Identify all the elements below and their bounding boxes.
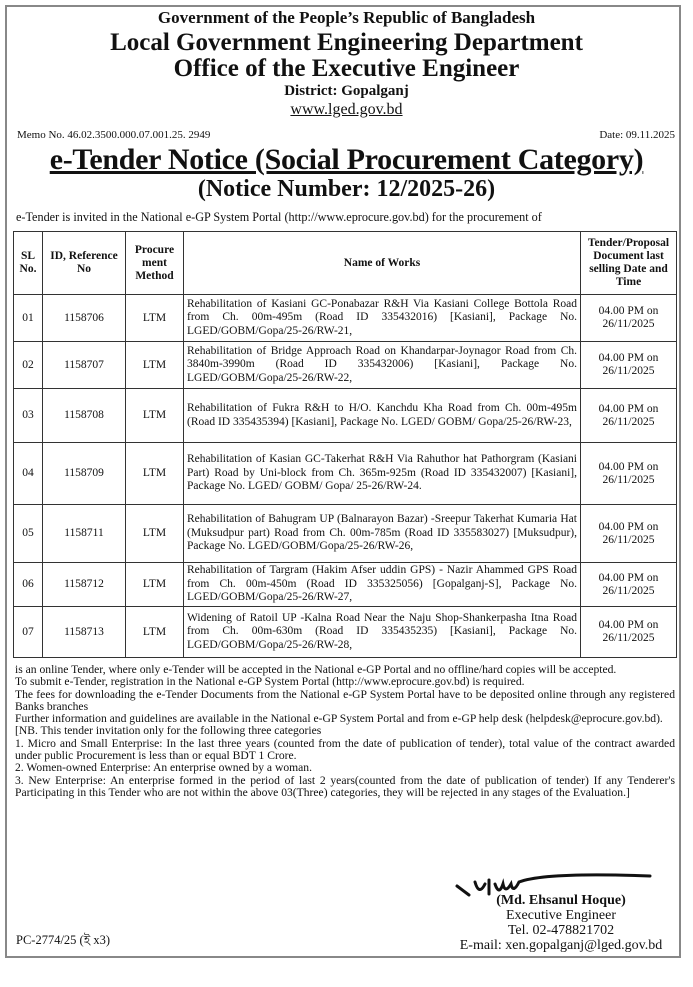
cell-work: Widening of Ratoil UP -Kalna Road Near the Naju Shop-Shankerpasha Itna Road from Ch. 00m-630m (Road ID 335435235) [Kasiani], Package No. LGED/GOBM/Gopa/25-26/RW-28, (184, 607, 581, 658)
signatory-block (441, 893, 681, 953)
cell-method: LTM (126, 389, 184, 443)
signatory-name: (Md. Ehsanul Hoque) (496, 893, 626, 908)
body-paragraph: To submit e-Tender, registration in the National e-GP System Portal (http://www.eprocure.gov.bd) is required. (15, 675, 525, 689)
cell-method: LTM (126, 342, 184, 389)
government-heading: Government of the People’s Republic of Bangladesh (157, 8, 536, 27)
col-works: Name of Works (184, 232, 581, 295)
cell-sl: 07 (14, 607, 43, 658)
body-paragraph: [NB. This tender invitation only for the following three categories (15, 724, 322, 738)
body-paragraph: 2. Women-owned Enterprise: An enterprise owned by a woman. (15, 761, 312, 775)
office-heading: Office of the Executive Engineer (173, 55, 520, 82)
cell-method: LTM (126, 505, 184, 563)
cell-work: Rehabilitation of Kasian GC-Takerhat R&H Via Rahuthor hat Pathorgram (Kasiani Part) Road by Uni-block from Ch. 365m-925m (Road ID 335432007) [Kasiani], Package No. LGED/ GOBM/ Gopa/ 25-26/RW-24. (184, 443, 581, 505)
cell-work: Rehabilitation of Targram (Hakim Afser uddin GPS) - Nazir Ahammed GPS Road from Ch. 00m-450m (Road ID 335325056) [Gopalganj-S], Package No. LGED/GOBM/Gopa/25-26/RW-27, (184, 563, 581, 607)
website-link[interactable]: www.lged.gov.bd (290, 101, 403, 118)
cell-sl: 04 (14, 443, 43, 505)
table-row (14, 563, 677, 607)
col-sl: SL No. (14, 232, 43, 295)
intro-text: e-Tender is invited in the National e-GP System Portal (http://www.eprocure.gov.bd) for the procurement of (16, 210, 542, 224)
cell-sl: 02 (14, 342, 43, 389)
table-row (14, 389, 677, 443)
cell-method: LTM (126, 563, 184, 607)
cell-work: Rehabilitation of Bahugram UP (Balnarayon Bazar) -Sreepur Takerhat Kumaria Hat (Muksudpur part) Road from Ch. 00m-785m (Road ID 335583027) [Muksudpur), Package No. LGED/GOBM/Gopa/25-26/RW-26, (184, 505, 581, 563)
col-date: Tender/Proposal Document last selling Date and Time (581, 232, 677, 295)
cell-id: 1158713 (43, 607, 126, 658)
department-heading: Local Government Engineering Department (110, 29, 583, 56)
table-row (14, 443, 677, 505)
cell-date: 04.00 PM on 26/11/2025 (581, 342, 677, 389)
cell-id: 1158709 (43, 443, 126, 505)
cell-date: 04.00 PM on 26/11/2025 (581, 505, 677, 563)
works-table (13, 231, 677, 658)
memo-number: Memo No. 46.02.3500.000.07.001.25. 2949 (17, 129, 211, 141)
col-id: ID, Reference No (43, 232, 126, 295)
district-heading: District: Gopalganj (284, 83, 409, 99)
table-row (14, 505, 677, 563)
cell-sl: 05 (14, 505, 43, 563)
cell-id: 1158711 (43, 505, 126, 563)
cell-method: LTM (126, 443, 184, 505)
body-paragraph: is an online Tender, where only e-Tender will be accepted in the National e-GP Portal and no offline/hard copies will be accepted. (15, 663, 617, 676)
cell-sl: 01 (14, 295, 43, 342)
cell-method: LTM (126, 295, 184, 342)
cell-sl: 03 (14, 389, 43, 443)
body-paragraph: The fees for downloading the e-Tender Documents from the National e-GP System Portal have to be deposited online through any registered Banks branches (15, 687, 675, 713)
notice-date: Date: 09.11.2025 (599, 129, 675, 141)
body-paragraph: 1. Micro and Small Enterprise: In the last three years (counted from the date of publication of tender), total value of the contract awarded under public Procurement is less than or equal BDT 1 Crore. (15, 736, 675, 763)
col-method: Procure ment Method (126, 232, 184, 295)
cell-date: 04.00 PM on 26/11/2025 (581, 389, 677, 443)
table-row (14, 342, 677, 389)
cell-date: 04.00 PM on 26/11/2025 (581, 563, 677, 607)
cell-work: Rehabilitation of Fukra R&H to H/O. Kanchdu Kha Road from Ch. 00m-495m (Road ID 335435394) [Kasiani], Package No. LGED/ GOBM/ Gopa/25-26/RW-23, (184, 389, 581, 443)
table-header-row (14, 232, 677, 295)
cell-date: 04.00 PM on 26/11/2025 (581, 443, 677, 505)
cell-id: 1158708 (43, 389, 126, 443)
cell-id: 1158706 (43, 295, 126, 342)
table-row (14, 607, 677, 658)
cell-date: 04.00 PM on 26/11/2025 (581, 607, 677, 658)
cell-work: Rehabilitation of Kasiani GC-Ponabazar R&H Via Kasiani College Bottola Road from Ch. 00m-495m (Road ID 335432016) [Kasiani], Package No. LGED/GOBM/Gopa/25-26/RW-21, (184, 295, 581, 342)
cell-method: LTM (126, 607, 184, 658)
notice-title: e-Tender Notice (Social Procurement Category) (49, 143, 644, 176)
cell-work: Rehabilitation of Bridge Approach Road on Khandarpar-Joynagor Road from Ch. 3840m-3990m (Road ID 335432006) [Kasiani], Package No. LGED/GOBM/Gopa/25-26/RW-22, (184, 342, 581, 389)
signatory-email: E-mail: xen.gopalganj@lged.gov.bd (459, 938, 663, 953)
table-row (14, 295, 677, 342)
pc-reference: PC-2774/25 (ই x3) (16, 933, 111, 947)
cell-id: 1158707 (43, 342, 126, 389)
cell-date: 04.00 PM on 26/11/2025 (581, 295, 677, 342)
notice-body (15, 664, 675, 799)
notice-number: (Notice Number: 12/2025-26) (197, 176, 496, 202)
body-paragraph: 3. New Enterprise: An enterprise formed in the period of last 2 years(counted from the date of publication of tender) If any Tenderer's Participating in this Tender who are not within the above 03(Three) categories, they will be rejected in any stages of the Evaluation.] (15, 773, 675, 799)
body-paragraph: Further information and guidelines are available in the National e-GP System Portal and from e-GP help desk (helpdesk@eprocure.gov.bd). (15, 712, 663, 726)
cell-id: 1158712 (43, 563, 126, 607)
cell-sl: 06 (14, 563, 43, 607)
signatory-designation: Executive Engineer (505, 908, 616, 923)
signatory-tel: Tel. 02-478821702 (507, 923, 615, 938)
